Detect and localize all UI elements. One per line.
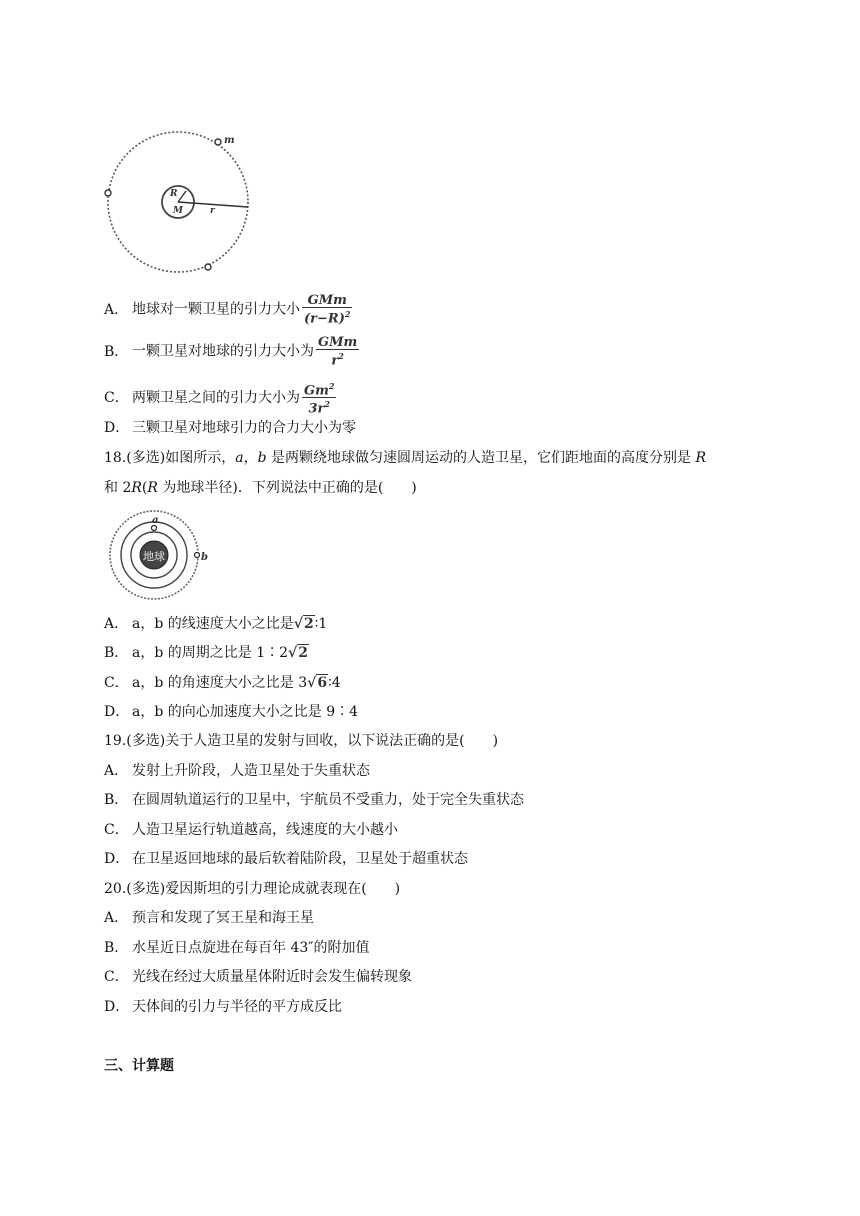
q19-option-b: B． 在圆周轨道运行的卫星中，宇航员不受重力，处于完全失重状态 — [104, 792, 524, 808]
sqrt-symbol: √2 — [293, 616, 314, 632]
sqrt-symbol: √2 — [288, 645, 308, 661]
label-m: m — [224, 135, 235, 146]
section-heading: 三、计算题 — [104, 1058, 174, 1074]
q19-stem: 19.(多选)关于人造卫星的发射与回收，以下说法正确的是( ) — [104, 733, 499, 749]
satellite-bottom — [205, 264, 211, 270]
satellite-b — [195, 553, 200, 558]
formula-fraction: $\frac{\text{GMm}}{(r-R)^2}$ — [304, 293, 351, 327]
q20-stem: 20.(多选)爱因斯坦的引力理论成就表现在( ) — [104, 881, 401, 897]
label-M: M — [173, 206, 183, 216]
label-a: a — [152, 515, 159, 526]
label-r: r — [210, 206, 215, 216]
q19-option-a: A． 发射上升阶段，人造卫星处于失重状态 — [104, 763, 370, 779]
label-R: R — [170, 189, 178, 199]
q18-option-d: D． a，b 的向心加速度大小之比是 9∶4 — [104, 704, 359, 720]
satellite-left — [105, 190, 111, 196]
q18-option-c: C． a，b 的角速度大小之比是 3√6∶4 — [104, 675, 341, 691]
q18-orbits-figure — [104, 508, 214, 600]
earth-label: 地球 — [143, 550, 165, 563]
q17-option-c: C． 两颗卫星之间的引力大小为 $\frac{Gm^2}{3r^2}$ — [104, 381, 335, 417]
q19-option-c: C． 人造卫星运行轨道越高，线速度的大小越小 — [104, 822, 398, 838]
q18-option-a: A． a，b 的线速度大小之比是√2∶1 — [104, 616, 328, 632]
q17-option-a: A． 地球对一颗卫星的引力大小 $\frac{\text{GMm}}{(r-R)^2}$ — [104, 293, 351, 327]
q18-stem-line2: 和 2R(R 为地球半径)．下列说法中正确的是( ) — [104, 480, 417, 496]
q20-option-a: A． 预言和发现了冥王星和海王星 — [104, 910, 314, 926]
q20-option-b: B． 水星近日点旋进在每百年 43″的附加值 — [104, 940, 370, 956]
q19-option-d: D． 在卫星返回地球的最后软着陆阶段，卫星处于超重状态 — [104, 851, 468, 867]
sqrt-symbol: √6 — [307, 675, 328, 691]
satellite-m — [215, 139, 221, 145]
q20-option-d: D． 天体间的引力与半径的平方成反比 — [104, 999, 342, 1015]
formula-fraction: $\frac{\text{GMm}}{r^2}$ — [318, 335, 358, 369]
q18-stem-line1: 18.(多选)如图所示，a，b 是两颗绕地球做匀速圆周运动的人造卫星，它们距地面的高度分别是 R — [104, 450, 706, 466]
q17-option-b: B． 一颗卫星对地球的引力大小为 $\frac{\text{GMm}}{r^2}$ — [104, 335, 358, 369]
label-b: b — [201, 552, 208, 563]
satellite-a — [152, 526, 157, 531]
q17-orbit-figure — [100, 125, 260, 275]
q20-option-c: C． 光线在经过大质量星体附近时会发生偏转现象 — [104, 969, 412, 985]
q18-option-b: B． a，b 的周期之比是 1∶2√2 — [104, 645, 308, 661]
formula-fraction: $\frac{Gm^2}{3r^2}$ — [304, 381, 335, 417]
q17-option-d: D． 三颗卫星对地球引力的合力大小为零 — [104, 420, 356, 436]
